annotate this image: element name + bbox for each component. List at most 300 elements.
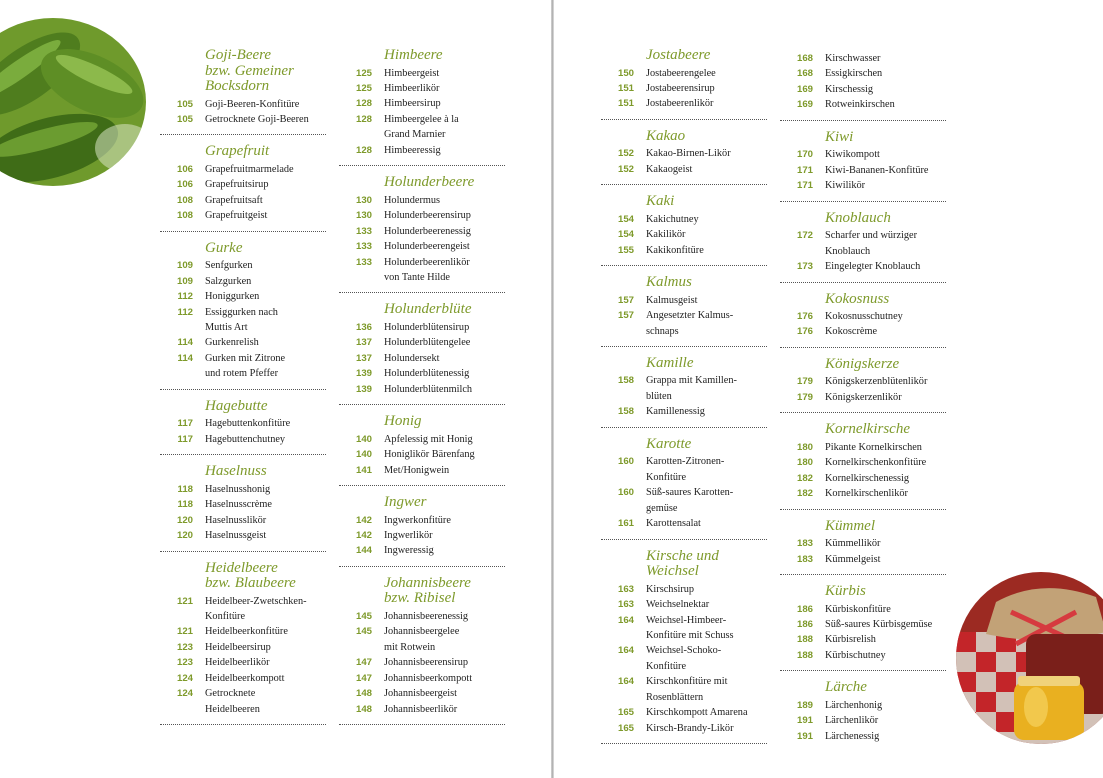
page-number: 133 (355, 225, 372, 237)
page-number: 128 (355, 113, 372, 125)
recipe-name: Kürbischutney (825, 649, 886, 661)
page-number: 155 (617, 244, 634, 256)
recipe-name: Kürbiskonfitüre (825, 603, 891, 615)
index-section (780, 679, 946, 751)
page-number: 176 (796, 326, 813, 338)
index-column-1 (160, 47, 326, 725)
index-entry[interactable] (601, 613, 767, 644)
section-title-line: bzw. Blaubeere (205, 575, 296, 592)
index-entry[interactable] (339, 382, 505, 397)
index-entry[interactable] (160, 686, 326, 717)
index-entry[interactable] (160, 177, 326, 192)
section-title (205, 463, 326, 480)
index-entry[interactable] (160, 497, 326, 512)
index-entry[interactable] (780, 486, 946, 501)
recipe-name: Johannisbeerlikör (384, 703, 458, 715)
page-number: 170 (796, 149, 813, 161)
index-entry[interactable] (160, 335, 326, 350)
index-entry[interactable] (601, 705, 767, 720)
index-entry[interactable] (160, 305, 326, 336)
recipe-name: Johannisbeerenessig (384, 610, 469, 622)
index-entry[interactable] (601, 597, 767, 612)
recipe-name: Holundersekt (384, 352, 440, 364)
index-section (780, 356, 946, 413)
recipe-name: Kakikonfitüre (646, 244, 704, 256)
section-title (825, 210, 946, 227)
index-column-3 (601, 47, 767, 744)
page-number: 142 (355, 514, 372, 526)
page-number: 139 (355, 383, 372, 395)
index-entry[interactable] (160, 193, 326, 208)
page-number: 105 (176, 98, 193, 110)
recipe-name: Weichsel-Himbeer- Konfitüre mit Schuss (646, 614, 734, 641)
index-entry[interactable] (601, 643, 767, 674)
page-number: 171 (796, 180, 813, 192)
index-entry[interactable] (339, 702, 505, 717)
page-number: 173 (796, 261, 813, 273)
recipe-name: Hagebuttenchutney (205, 433, 286, 445)
section-title-line: Weichsel (646, 563, 699, 580)
index-entry[interactable] (780, 602, 946, 617)
index-entry[interactable] (780, 632, 946, 647)
page-number: 112 (177, 291, 193, 303)
recipe-name: Heidelbeerlikör (205, 657, 270, 669)
index-entry[interactable] (601, 227, 767, 242)
index-entry[interactable] (780, 324, 946, 339)
page-number: 186 (796, 619, 813, 631)
section-title-line: Kakao (646, 127, 686, 144)
index-entry[interactable] (160, 513, 326, 528)
index-entry[interactable] (780, 536, 946, 551)
page-number: 142 (355, 530, 372, 542)
index-entry[interactable] (339, 81, 505, 96)
index-entry[interactable] (780, 374, 946, 389)
section-title-line: Haselnuss (205, 463, 267, 480)
recipe-name: Ingwerkonfitüre (384, 514, 451, 526)
recipe-name: Kornelkirschenessig (825, 472, 910, 484)
recipe-name: Holunderbeerenlikör von Tante Hilde (384, 256, 470, 283)
recipe-name: Holunderbeerenessig (384, 225, 471, 237)
index-entry[interactable] (601, 146, 767, 161)
index-entry[interactable] (339, 255, 505, 286)
recipe-name: Grappa mit Kamillen- blüten (646, 375, 737, 402)
page-number: 120 (176, 530, 193, 542)
index-entry[interactable] (160, 671, 326, 686)
recipe-name: Heidelbeerkompott (205, 672, 285, 684)
page-number: 179 (796, 391, 813, 403)
index-section (601, 128, 767, 185)
section-title-line: Goji-Beere (205, 47, 272, 63)
section-title-line: Kokosnuss (825, 290, 890, 307)
recipe-name: Haselnussgeist (205, 530, 267, 542)
index-entry[interactable] (160, 289, 326, 304)
page-number: 191 (796, 715, 813, 727)
section-title-line: bzw. Ribisel (384, 590, 456, 607)
recipe-name: Kornelkirschenlikör (825, 488, 908, 500)
recipe-name: Kirschsirup (646, 583, 695, 595)
index-entry[interactable] (160, 162, 326, 177)
page-number: 106 (176, 163, 193, 175)
section-title-line: Knoblauch (825, 209, 891, 226)
recipe-name: Holunderbeerengeist (384, 241, 470, 253)
section-title (384, 494, 505, 511)
recipe-name: Getrocknete Goji-Beeren (205, 113, 309, 125)
page-number: 171 (796, 164, 813, 176)
index-entry[interactable] (160, 416, 326, 431)
recipe-name: Kümmelgeist (825, 553, 881, 565)
page-number: 128 (355, 144, 372, 156)
index-entry[interactable] (339, 366, 505, 381)
index-entry[interactable] (780, 713, 946, 728)
section-title-line: Holunderbeere (384, 174, 475, 191)
page-number: 168 (796, 68, 813, 80)
index-section (339, 174, 505, 293)
page-number: 112 (177, 306, 193, 318)
index-entry[interactable] (160, 351, 326, 382)
recipe-name: Hagebuttenkonfitüre (205, 418, 291, 430)
index-entry[interactable] (780, 617, 946, 632)
recipe-name: Lärchenhonig (825, 699, 883, 711)
index-entry[interactable] (339, 239, 505, 254)
section-title-line: Ingwer (384, 494, 427, 511)
index-entry[interactable] (601, 674, 767, 705)
index-entry[interactable] (339, 609, 505, 624)
index-entry[interactable] (339, 112, 505, 143)
index-section (601, 193, 767, 266)
index-entry[interactable] (160, 482, 326, 497)
section-title (384, 301, 505, 318)
index-section (780, 583, 946, 671)
recipe-name: Kakilikör (646, 229, 686, 241)
recipe-name: Ingweressig (384, 545, 434, 557)
recipe-name: Himbeersirup (384, 98, 441, 110)
recipe-name: Weichselnektar (646, 599, 710, 611)
page-number: 123 (176, 657, 193, 669)
index-section (339, 494, 505, 567)
index-section (780, 518, 946, 575)
recipe-name: Rotweinkirschen (825, 99, 895, 111)
page-number: 128 (355, 98, 372, 110)
page-number: 121 (176, 595, 193, 607)
page-number: 137 (355, 337, 372, 349)
page-number: 121 (176, 626, 193, 638)
section-title-line: Johannisbeere (384, 574, 471, 591)
section-title (825, 518, 946, 535)
section-title-line: Jostabeere (646, 47, 711, 63)
recipe-name: Apfelessig mit Honig (384, 433, 473, 445)
index-entry[interactable] (601, 721, 767, 736)
index-entry[interactable] (160, 640, 326, 655)
section-title (646, 274, 767, 291)
index-entry[interactable] (339, 543, 505, 558)
page-number: 130 (355, 210, 372, 222)
index-entry[interactable] (601, 373, 767, 404)
page-number: 164 (617, 645, 634, 657)
index-entry[interactable] (160, 624, 326, 639)
index-entry[interactable] (780, 648, 946, 663)
page-number: 182 (796, 488, 813, 500)
index-entry[interactable] (160, 97, 326, 112)
index-entry[interactable] (780, 66, 946, 81)
index-entry[interactable] (160, 274, 326, 289)
index-entry[interactable] (601, 485, 767, 516)
index-section (780, 421, 946, 509)
index-column-2 (339, 47, 505, 725)
section-title-line: Gurke (205, 239, 243, 256)
index-entry[interactable] (601, 454, 767, 485)
section-title-line: Kaki (646, 193, 675, 210)
section-title (646, 548, 767, 580)
page-number: 172 (796, 230, 813, 242)
index-entry[interactable] (160, 208, 326, 223)
page-number: 163 (617, 583, 634, 595)
recipe-name: Kiwilikör (825, 180, 866, 192)
index-section (601, 274, 767, 347)
section-title (646, 436, 767, 453)
index-entry[interactable] (601, 404, 767, 419)
index-section (780, 210, 946, 283)
index-entry[interactable] (780, 455, 946, 470)
index-entry[interactable] (601, 212, 767, 227)
recipe-name: Kirschkompott Amarena (646, 707, 748, 719)
page-number: 141 (355, 464, 372, 476)
index-section (160, 240, 326, 390)
index-entry[interactable] (780, 440, 946, 455)
recipe-name: Gurken mit Zitrone und rotem Pfeffer (205, 352, 286, 380)
recipe-name: Haselnusscrème (205, 499, 272, 511)
page-number: 145 (355, 610, 372, 622)
index-entry[interactable] (160, 432, 326, 447)
index-entry[interactable] (601, 308, 767, 339)
recipe-name: Königskerzenlikör (825, 391, 902, 403)
recipe-name: Scharfer und würziger Knoblauch (825, 230, 918, 257)
index-entry[interactable] (160, 594, 326, 625)
page-number: 180 (796, 457, 813, 469)
index-entry[interactable] (780, 309, 946, 324)
recipe-name: Himbeergelee à la Grand Marnier (384, 113, 459, 141)
recipe-name: Johannisbeergelee mit Rotwein (384, 626, 460, 653)
section-title-line: Kirsche und (646, 547, 719, 564)
recipe-name: Holunderblütensirup (384, 321, 470, 333)
recipe-name: Holunderblütengelee (384, 337, 471, 349)
index-entry[interactable] (339, 655, 505, 670)
page-number: 125 (355, 82, 372, 94)
recipe-name: Johannisbeerensirup (384, 657, 469, 669)
page-number: 118 (177, 499, 193, 511)
section-title-line: Kalmus (646, 274, 692, 291)
page-number: 157 (617, 294, 634, 306)
section-title-line: Heidelbeere (205, 559, 278, 576)
index-section (160, 47, 326, 135)
index-entry[interactable] (780, 163, 946, 178)
index-entry[interactable] (339, 463, 505, 478)
recipe-name: Holunderblütenmilch (384, 383, 473, 395)
recipe-name: Goji-Beeren-Konfitüre (205, 98, 300, 110)
section-title (825, 291, 946, 308)
index-entry[interactable] (780, 552, 946, 567)
index-entry[interactable] (339, 624, 505, 655)
recipe-name: Getrocknete Heidelbeeren (205, 688, 260, 715)
index-entry[interactable] (780, 178, 946, 193)
recipe-name: Grapefruitsirup (205, 179, 269, 191)
index-entry[interactable] (780, 729, 946, 744)
index-entry[interactable] (339, 224, 505, 239)
section-title (825, 421, 946, 438)
section-title (384, 47, 505, 64)
page-number: 164 (617, 676, 634, 688)
section-title (205, 47, 326, 95)
section-title-line: Holunderblüte (384, 301, 472, 318)
page-number: 130 (355, 194, 372, 206)
recipe-name: Pikante Kornelkirschen (825, 441, 922, 453)
page-number: 123 (176, 641, 193, 653)
recipe-name: Holunderbeerensirup (384, 210, 471, 222)
page-number: 157 (617, 310, 634, 322)
recipe-name: Angesetzter Kalmus- schnaps (646, 310, 734, 337)
page-number: 150 (617, 67, 634, 79)
index-entry[interactable] (339, 143, 505, 158)
index-entry[interactable] (601, 81, 767, 96)
index-entry[interactable] (780, 97, 946, 112)
index-entry[interactable] (601, 66, 767, 81)
page-number: 139 (355, 368, 372, 380)
index-entry[interactable] (339, 671, 505, 686)
index-section (780, 51, 946, 121)
page-number: 148 (355, 703, 372, 715)
recipe-name: Kirschwasser (825, 53, 881, 64)
recipe-name: Holundermus (384, 194, 441, 206)
page-number: 165 (617, 722, 634, 734)
index-entry[interactable] (339, 208, 505, 223)
page-number: 161 (617, 518, 634, 530)
index-entry[interactable] (339, 447, 505, 462)
index-entry[interactable] (780, 228, 946, 259)
section-title (646, 355, 767, 372)
page-number: 133 (355, 256, 372, 268)
index-entry[interactable] (339, 320, 505, 335)
recipe-name: Heidelbeerkonfitüre (205, 626, 288, 638)
recipe-name: Jostabeerensirup (646, 82, 715, 94)
index-entry[interactable] (160, 655, 326, 670)
recipe-name: Honiglikör Bärenfang (384, 449, 475, 461)
recipe-name: Essiggurken nach Muttis Art (205, 306, 278, 334)
index-entry[interactable] (339, 351, 505, 366)
page-number: 109 (176, 275, 193, 287)
index-section (339, 575, 505, 725)
recipe-name: Kokoscrème (825, 326, 878, 338)
recipe-name: Senfgurken (205, 260, 253, 272)
page-number: 188 (796, 634, 813, 646)
index-entry[interactable] (601, 162, 767, 177)
recipe-name: Kümmellikör (825, 538, 881, 550)
recipe-name: Lärchenlikör (825, 715, 879, 727)
index-entry[interactable] (780, 698, 946, 713)
page-number: 180 (796, 441, 813, 453)
recipe-name: Königskerzenblütenlikör (825, 376, 928, 388)
page-number: 154 (617, 213, 634, 225)
index-entry[interactable] (780, 471, 946, 486)
section-title (646, 47, 767, 64)
page-number: 140 (355, 449, 372, 461)
page-number: 160 (617, 487, 634, 499)
section-title-line: Honig (384, 413, 422, 430)
section-title-line: Hagebutte (205, 397, 268, 414)
recipe-name: Met/Honigwein (384, 464, 450, 476)
index-entry[interactable] (339, 432, 505, 447)
page-number: 148 (355, 688, 372, 700)
recipe-name: Weichsel-Schoko- Konfitüre (646, 645, 722, 672)
index-entry[interactable] (780, 259, 946, 274)
page-number: 168 (796, 53, 813, 64)
section-title (825, 583, 946, 600)
page-number: 158 (617, 406, 634, 418)
index-section (780, 291, 946, 348)
recipe-name: Jostabeerengelee (646, 67, 716, 79)
section-title (205, 560, 326, 592)
section-title (384, 174, 505, 191)
index-section (601, 436, 767, 540)
recipe-name: Kalmusgeist (646, 294, 698, 306)
page-number: 160 (617, 456, 634, 468)
index-entry[interactable] (339, 96, 505, 111)
page-number: 154 (617, 229, 634, 241)
page-number: 145 (355, 626, 372, 638)
section-title (825, 356, 946, 373)
index-entry[interactable] (339, 513, 505, 528)
index-entry[interactable] (339, 66, 505, 81)
index-section (160, 463, 326, 551)
index-entry[interactable] (601, 96, 767, 111)
index-entry[interactable] (601, 293, 767, 308)
section-title (205, 143, 326, 160)
index-entry[interactable] (780, 51, 946, 66)
index-entry[interactable] (601, 516, 767, 531)
page-number: 152 (617, 148, 634, 160)
index-entry[interactable] (339, 686, 505, 701)
section-title-line: Kamille (646, 354, 694, 371)
index-entry[interactable] (780, 147, 946, 162)
index-entry[interactable] (339, 528, 505, 543)
index-entry[interactable] (160, 258, 326, 273)
section-title-line: Karotte (646, 435, 692, 452)
section-title-line: Kornelkirsche (825, 421, 910, 438)
index-entry[interactable] (601, 582, 767, 597)
recipe-name: Kirschkonfitüre mit Rosenblättern (646, 676, 728, 703)
section-title (825, 129, 946, 146)
recipe-name: Haselnusshonig (205, 483, 271, 495)
page-number: 108 (176, 210, 193, 222)
recipe-name: Lärchenessig (825, 730, 880, 742)
recipe-name: Essigkirschen (825, 68, 883, 80)
recipe-name: Kiwikompott (825, 149, 880, 161)
section-title-line: bzw. Gemeiner (205, 62, 294, 79)
index-entry[interactable] (160, 112, 326, 127)
index-entry[interactable] (601, 243, 767, 258)
index-section (339, 47, 505, 166)
index-entry[interactable] (339, 335, 505, 350)
index-entry[interactable] (339, 193, 505, 208)
recipe-name: Johannisbeerkompott (384, 672, 473, 684)
recipe-name: Holunderblütenessig (384, 368, 470, 380)
recipe-name: Karotten-Zitronen- Konfitüre (646, 456, 725, 483)
index-entry[interactable] (160, 528, 326, 543)
index-entry[interactable] (780, 82, 946, 97)
page-number: 108 (176, 194, 193, 206)
recipe-name: Kirschessig (825, 83, 874, 95)
index-entry[interactable] (780, 390, 946, 405)
index-section (160, 398, 326, 455)
page-number: 158 (617, 375, 634, 387)
